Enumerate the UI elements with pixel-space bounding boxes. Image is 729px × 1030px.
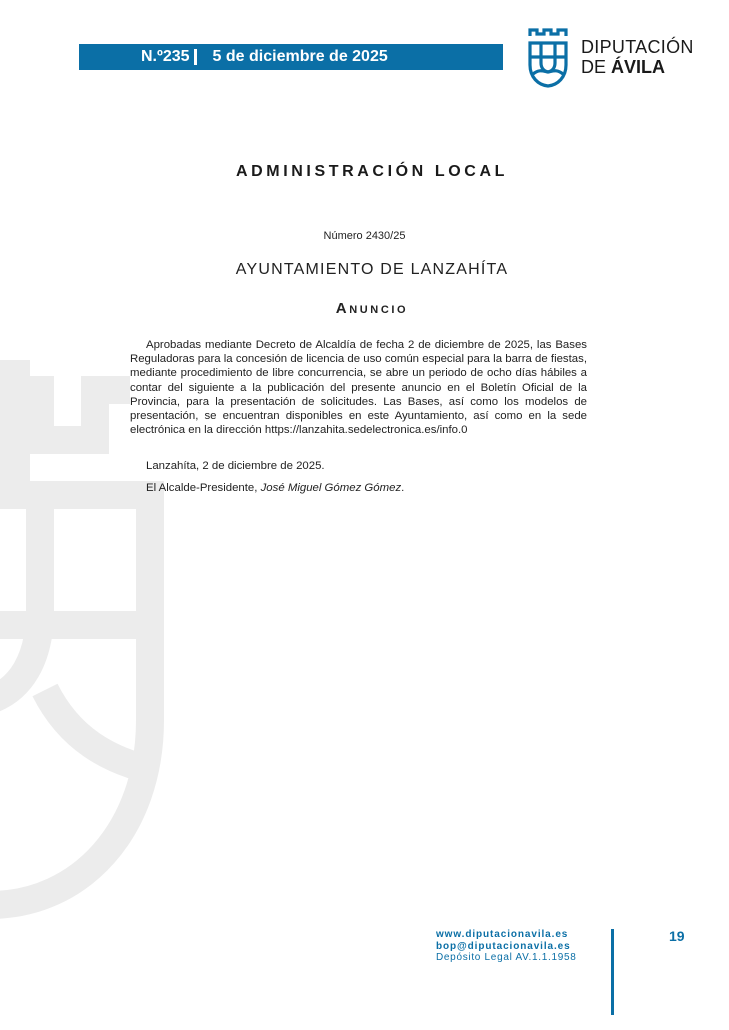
signature-name: José Miguel Gómez Gómez <box>260 482 402 494</box>
issue-date: 5 de diciembre de 2025 <box>212 48 388 65</box>
logo-line-1: DIPUTACIÓN <box>581 37 694 57</box>
announcement-body: Aprobadas mediante Decreto de Alcaldía de fecha 2 de diciembre de 2025, las Bases Reguladoras para la concesión de licencia de uso común especial para la barra de fiestas, mediante procedimiento de libre concurrencia, se abre un periodo de ocho días hábiles a contar del siguiente a la publicación del presente anuncio en el Boletín Oficial de la Provincia, para la presentación de solicitudes. Las Bases, así como los modelos de presentación, se encuentran disponibles en este Ayuntamiento, así como en la sede electrónica en la dirección https://lanzahita.sedelectronica.es/info.0 <box>130 339 587 437</box>
announcement-number: Número 2430/25 <box>323 230 406 242</box>
place-and-date: Lanzahíta, 2 de diciembre de 2025. <box>146 460 325 472</box>
issue-number: N.º235 <box>141 48 190 65</box>
email-link[interactable]: bop@diputacionavila.es <box>436 940 571 952</box>
coat-of-arms-icon <box>527 27 569 89</box>
footer-divider <box>611 929 614 1015</box>
signature-role: El Alcalde-Presidente, <box>146 482 261 494</box>
signature-end: . <box>401 482 405 494</box>
logo-line-2-prefix: DE <box>581 57 612 77</box>
signature <box>146 482 404 494</box>
bulletin-header-bar <box>79 44 503 70</box>
page-number: 19 <box>669 928 685 944</box>
watermark-logo-icon <box>0 360 200 920</box>
logo-line-2-bold: ÁVILA <box>611 57 666 77</box>
announcement-heading: Anuncio <box>335 300 409 317</box>
website-link[interactable]: www.diputacionavila.es <box>436 929 569 940</box>
header-separator <box>194 49 197 65</box>
logo-line-2 <box>581 57 694 77</box>
diputacion-logo <box>527 27 694 89</box>
entity-name: AYUNTAMIENTO DE LANZAHÍTA <box>235 261 509 278</box>
section-title: ADMINISTRACIÓN LOCAL <box>236 163 508 180</box>
legal-deposit: Depósito Legal AV.1.1.1958 <box>436 952 577 963</box>
footer-links <box>436 929 577 964</box>
